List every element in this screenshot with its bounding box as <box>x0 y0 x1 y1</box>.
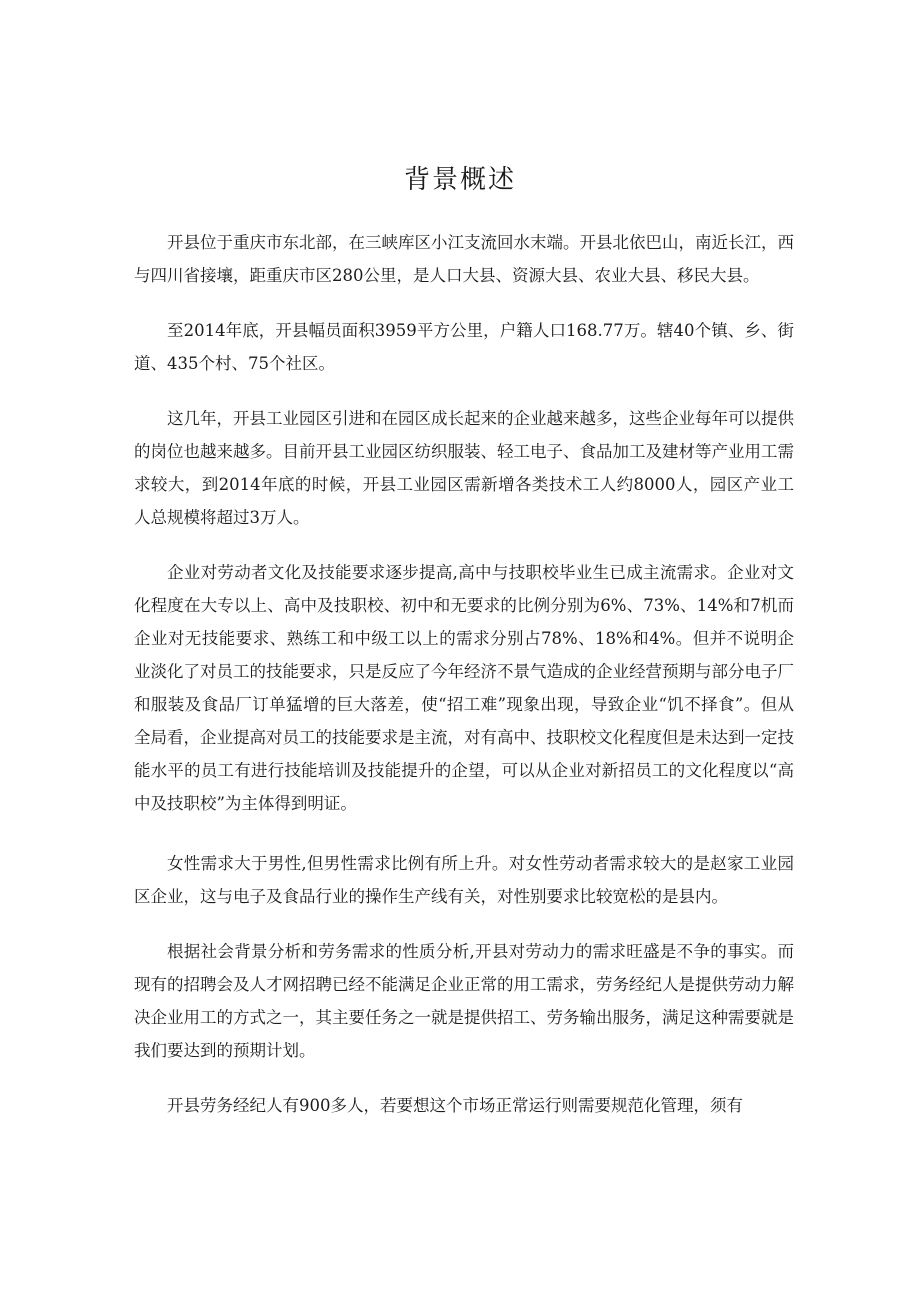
paragraph-industrial-park: 这几年，开县工业园区引进和在园区成长起来的企业越来越多，这些企业每年可以提供的岗位也越来越多。目前开县工业园区纺织服装、轻工电子、食品加工及建材等产业用工需求较大，到2014年底的时候，开县工业园区需新增各类技术工人约8000人，园区产业工人总规模将超过3万人。 <box>134 409 794 527</box>
paragraph-area-population: 至2014年底，开县幅员面积3959平方公里，户籍人口168.77万。辖40个镇、乡、街道、435个村、75个社区。 <box>134 321 794 373</box>
paragraph-labor-brokers: 开县劳务经纪人有900多人，若要想这个市场正常运行则需要规范化管理，须有 <box>167 1096 743 1115</box>
paragraph-location: 开县位于重庆市东北部，在三峡库区小江支流回水末端。开县北依巴山，南近长江，西与四川省接壤，距重庆市区280公里，是人口大县、资源大县、农业大县、移民大县。 <box>134 233 794 285</box>
paragraph-labor-analysis: 根据社会背景分析和劳务需求的性质分析,开县对劳动力的需求旺盛是不争的事实。而现有的招聘会及人才网招聘已经不能满足企业正常的用工需求，劳务经纪人是提供劳动力解决企业用工的方式之一，其主要任务之一就是提供招工、劳务输出服务，满足这种需要就是我们要达到的预期计划。 <box>134 942 794 1060</box>
paragraph-skill-requirements: 企业对劳动者文化及技能要求逐步提高,高中与技职校毕业生已成主流需求。企业对文化程度在大专以上、高中及技职校、初中和无要求的比例分别为6%、73%、14%和7机而企业对无技能要求、熟练工和中级工以上的需求分别占78%、18%和4%。但并不说明企业淡化了对员工的技能要求，只是反应了今年经济不景气造成的企业经营预期与部分电子厂和服装及食品厂订单猛增的巨大落差，使“招工难”现象出现，导致企业“饥不择食”。但从全局看，企业提高对员工的技能要求是主流，对有高中、技职校文化程度但是未达到一定技能水平的员工有进行技能培训及技能提升的企望，可以从企业对新招员工的文化程度以“高中及技职校”为主体得到明证。 <box>134 563 794 813</box>
page-title: 背景概述 <box>403 165 516 195</box>
paragraph-gender-demand: 女性需求大于男性,但男性需求比例有所上升。对女性劳动者需求较大的是赵家工业园区企业，这与电子及食品行业的操作生产线有关，对性别要求比较宽松的是县内。 <box>134 854 794 906</box>
